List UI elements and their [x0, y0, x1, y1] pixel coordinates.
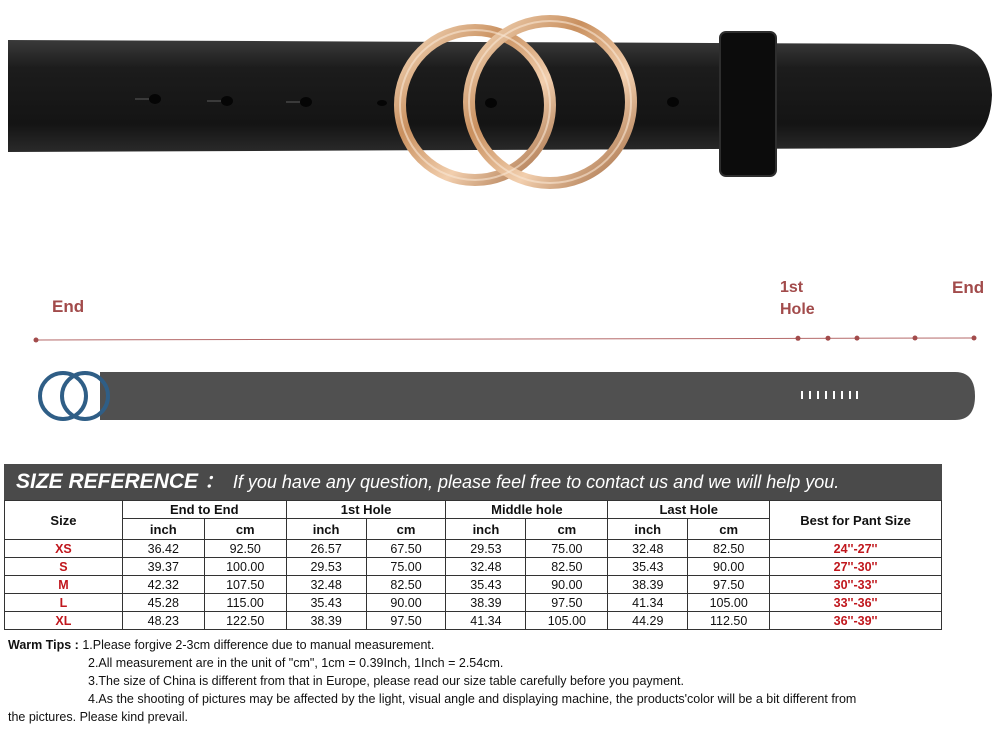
- header-unit-cm: cm: [366, 519, 446, 540]
- table-cell: 97.50: [366, 612, 446, 630]
- pant-size-cell: 36''-39'': [770, 612, 942, 630]
- size-table: [4, 500, 942, 630]
- table-cell: 41.34: [446, 612, 526, 630]
- pant-size-cell: 30''-33'': [770, 576, 942, 594]
- header-size: Size: [5, 501, 123, 540]
- label-first-hole-line1: 1st: [780, 279, 804, 296]
- header-first-hole: 1st Hole: [286, 501, 446, 519]
- tip-4-continued: the pictures. Please kind prevail.: [8, 710, 188, 724]
- table-cell: 90.00: [688, 558, 770, 576]
- belt-photo: [0, 0, 1001, 250]
- table-cell: 38.39: [446, 594, 526, 612]
- table-cell: 42.32: [122, 576, 204, 594]
- table-row: [5, 558, 942, 576]
- belt-illustration: [100, 372, 975, 420]
- table-cell: 122.50: [204, 612, 286, 630]
- table-cell: 105.00: [688, 594, 770, 612]
- ring-buckle-icon: [40, 373, 108, 419]
- table-cell: 38.39: [286, 612, 366, 630]
- header-end-to-end: End to End: [122, 501, 286, 519]
- label-end-left: End: [52, 297, 85, 316]
- header-unit-inch: inch: [122, 519, 204, 540]
- table-cell: 107.50: [204, 576, 286, 594]
- header-unit-inch: inch: [286, 519, 366, 540]
- header-unit-cm: cm: [526, 519, 608, 540]
- pant-size-cell: 27''-30'': [770, 558, 942, 576]
- header-pant-size: Best for Pant Size: [770, 501, 942, 540]
- table-cell: 75.00: [526, 540, 608, 558]
- header-unit-cm: cm: [204, 519, 286, 540]
- table-cell: 29.53: [286, 558, 366, 576]
- table-cell: 97.50: [688, 576, 770, 594]
- measurement-diagram: [0, 262, 1001, 432]
- header-middle-hole: Middle hole: [446, 501, 608, 519]
- belt-keeper: [720, 32, 776, 176]
- size-cell: XS: [5, 540, 123, 558]
- tip-3: 3.The size of China is different from that in Europe, please read our size table carefully before you payment.: [88, 674, 684, 688]
- table-cell: 32.48: [608, 540, 688, 558]
- warm-tips-title: Warm Tips :: [8, 638, 79, 652]
- table-cell: 105.00: [526, 612, 608, 630]
- tip-4: 4.As the shooting of pictures may be affected by the light, visual angle and displaying machine, the products'color will be a bit different from: [88, 692, 857, 706]
- table-cell: 35.43: [286, 594, 366, 612]
- table-cell: 32.48: [286, 576, 366, 594]
- header-unit-inch: inch: [608, 519, 688, 540]
- table-cell: 29.53: [446, 540, 526, 558]
- table-row: [5, 612, 942, 630]
- table-cell: 26.57: [286, 540, 366, 558]
- table-cell: 97.50: [526, 594, 608, 612]
- table-cell: 41.34: [608, 594, 688, 612]
- table-cell: 39.37: [122, 558, 204, 576]
- table-cell: 35.43: [608, 558, 688, 576]
- table-cell: 92.50: [204, 540, 286, 558]
- pant-size-cell: 33''-36'': [770, 594, 942, 612]
- size-reference-header: [4, 464, 942, 500]
- table-cell: 38.39: [608, 576, 688, 594]
- table-row: [5, 540, 942, 558]
- table-cell: 67.50: [366, 540, 446, 558]
- label-end-right: End: [952, 278, 985, 297]
- size-reference: [4, 464, 942, 630]
- warm-tips: [8, 636, 998, 726]
- size-cell: M: [5, 576, 123, 594]
- table-row: [5, 594, 942, 612]
- table-cell: 36.42: [122, 540, 204, 558]
- table-cell: 75.00: [366, 558, 446, 576]
- tip-2: 2.All measurement are in the unit of "cm", 1cm = 0.39Inch, 1Inch = 2.54cm.: [88, 656, 504, 670]
- table-cell: 115.00: [204, 594, 286, 612]
- size-reference-title: SIZE REFERENCE ：: [16, 470, 225, 493]
- table-cell: 82.50: [366, 576, 446, 594]
- measure-line-graphic: [0, 262, 1001, 432]
- table-cell: 44.29: [608, 612, 688, 630]
- table-cell: 100.00: [204, 558, 286, 576]
- size-cell: S: [5, 558, 123, 576]
- header-unit-cm: cm: [688, 519, 770, 540]
- table-row: [5, 576, 942, 594]
- table-cell: 35.43: [446, 576, 526, 594]
- header-last-hole: Last Hole: [608, 501, 770, 519]
- pant-size-cell: 24''-27'': [770, 540, 942, 558]
- tip-1: 1.Please forgive 2-3cm difference due to manual measurement.: [82, 638, 435, 652]
- table-cell: 32.48: [446, 558, 526, 576]
- size-cell: L: [5, 594, 123, 612]
- label-first-hole-line2: Hole: [780, 301, 815, 318]
- header-unit-inch: inch: [446, 519, 526, 540]
- size-reference-note: If you have any question, please feel free to contact us and we will help you.: [232, 472, 840, 492]
- table-cell: 45.28: [122, 594, 204, 612]
- table-cell: 112.50: [688, 612, 770, 630]
- table-cell: 82.50: [688, 540, 770, 558]
- table-cell: 82.50: [526, 558, 608, 576]
- table-cell: 48.23: [122, 612, 204, 630]
- table-cell: 90.00: [526, 576, 608, 594]
- size-cell: XL: [5, 612, 123, 630]
- table-cell: 90.00: [366, 594, 446, 612]
